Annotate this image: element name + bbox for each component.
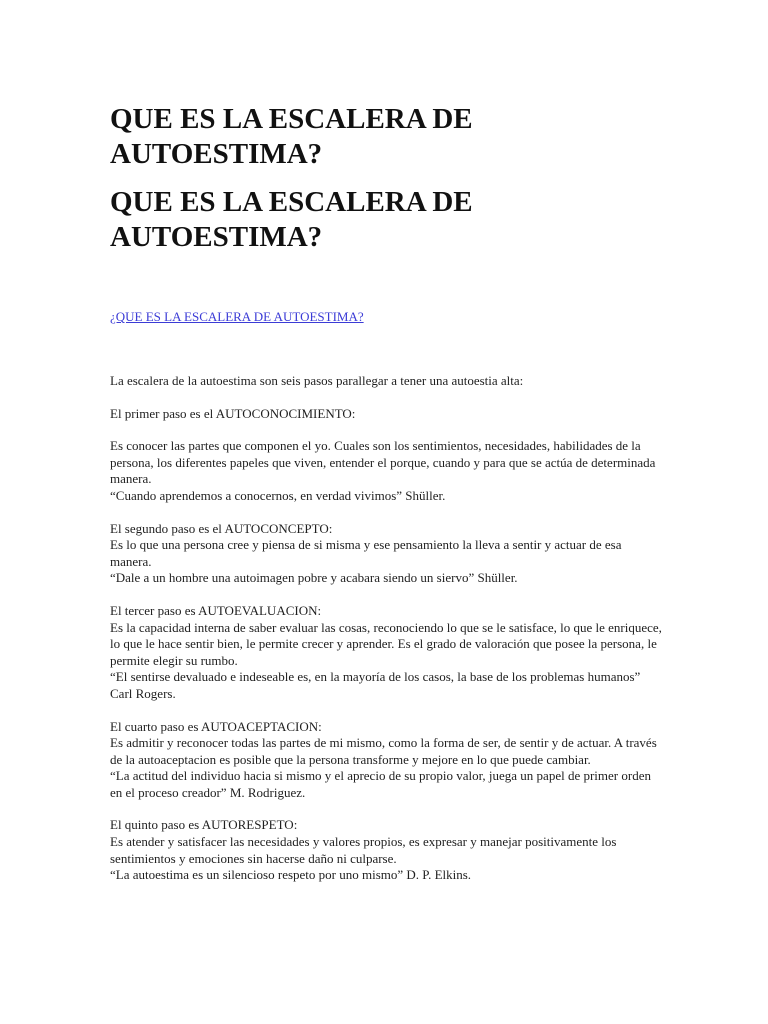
document-page: [110, 102, 662, 884]
step1-text: Es conocer las partes que componen el yo. Cuales son los sentimientos, necesidades, habilidades de la persona, los diferentes papeles que viven, entender el porque, cuando y para que se actúa de determinada manera.: [110, 438, 656, 487]
step1-title: El primer paso es el AUTOCONOCIMIENTO:: [110, 405, 356, 421]
step2-title: El segundo paso es el AUTOCONCEPTO:: [110, 520, 333, 536]
step5-text: Es atender y satisfacer las necesidades y valores propios, es expresar y manejar positivamente los sentimientos y emociones sin hacerse daño ni culparse.: [110, 834, 617, 866]
step5-quote: “La autoestima es un silencioso respeto por uno mismo” D. P. Elkins.: [110, 867, 472, 883]
step2-quote: “Dale a un hombre una autoimagen pobre y acabara siendo un siervo” Shüller.: [110, 570, 518, 586]
step4-title: El cuarto paso es AUTOACEPTACION:: [110, 718, 322, 734]
document-body: [110, 373, 662, 884]
document-title: QUE ES LA ESCALERA DE AUTOESTIMA?: [110, 103, 473, 170]
step3-quote: “El sentirse devaluado e indeseable es, en la mayoría de los casos, la base de los problemas humanos” Carl Rogers.: [110, 669, 641, 701]
step2-text: Es lo que una persona cree y piensa de si misma y ese pensamiento la lleva a sentir y actuar de esa manera.: [110, 537, 622, 569]
intro-paragraph: La escalera de la autoestima son seis pasos parallegar a tener una autoestia alta:: [110, 373, 524, 388]
title-link[interactable]: ¿QUE ES LA ESCALERA DE AUTOESTIMA?: [110, 309, 364, 324]
step3-title: El tercer paso es AUTOEVALUACION:: [110, 602, 322, 618]
step5-title: El quinto paso es AUTORESPETO:: [110, 817, 298, 833]
step4-quote: “La actitud del individuo hacia si mismo y el aprecio de su propio valor, juega un papel de primer orden en el proceso creador” M. Rodriguez.: [110, 768, 651, 800]
step1-quote: “Cuando aprendemos a conocernos, en verdad vivimos” Shüller.: [110, 487, 446, 503]
document-title-repeat: QUE ES LA ESCALERA DE AUTOESTIMA?: [110, 186, 473, 253]
step4-text: Es admitir y reconocer todas las partes de mi mismo, como la forma de ser, de sentir y de actuar. A través de la autoaceptacion es posible que la persona transforme y mejore en lo que puede cambiar.: [110, 735, 657, 767]
step3-text: Es la capacidad interna de saber evaluar las cosas, reconociendo lo que se le satisface, lo que le enriquece, lo que le hace sentir bien, le permite crecer y aprender. Es el grado de valoración que posee la persona, le permite elegir su rumbo.: [110, 619, 662, 668]
